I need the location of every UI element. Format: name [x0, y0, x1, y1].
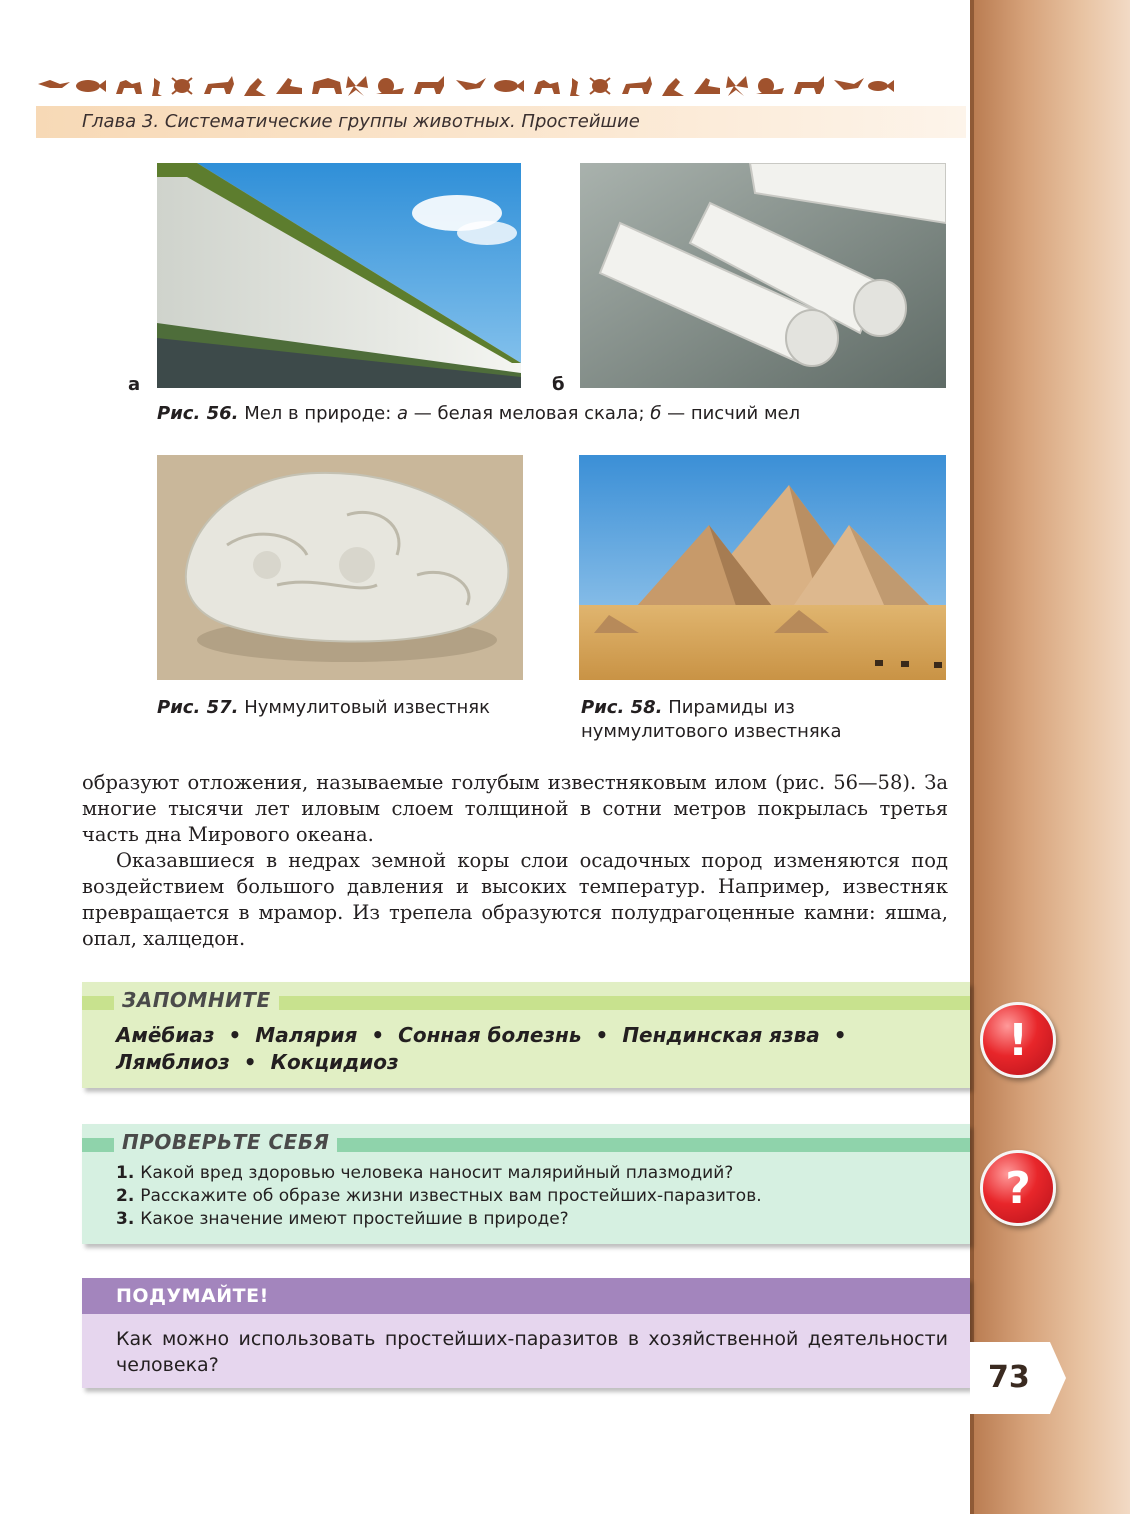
term-separator: • [595, 1023, 609, 1047]
term-item: Пендинская язва [622, 1023, 820, 1047]
fish-icon [494, 80, 524, 92]
exclamation-symbol: ! [1007, 1014, 1029, 1066]
bird-icon [456, 78, 486, 90]
kangaroo-icon [244, 78, 266, 96]
check-yourself-box [82, 1124, 970, 1244]
butterfly-icon [726, 76, 748, 96]
animal-frieze-decoration [36, 70, 906, 100]
question-list [116, 1162, 956, 1231]
term-item: Сонная болезнь [398, 1023, 582, 1047]
fig56-label-b: б [552, 374, 565, 395]
fig56-label-a: а [128, 374, 141, 395]
bird-icon [152, 78, 162, 96]
fig56-caption [157, 402, 947, 426]
fig57-caption-prefix: Рис. 57. [157, 697, 239, 718]
question-text: Расскажите об образе жизни известных вам простейших-паразитов. [140, 1186, 762, 1206]
question-item [116, 1162, 956, 1185]
fig57-caption-text: Нуммулитовый известняк [244, 697, 490, 718]
question-item [116, 1185, 956, 1208]
paragraph-1: образуют отложения, называемые голубым известняковым илом (рис. 56—58). За многие тысячи лет иловым слоем толщиной в сотни метров покрылась третья часть дна Мирового океана. [82, 771, 948, 846]
cat-icon [116, 80, 142, 94]
page-number: 73 [988, 1360, 1030, 1395]
fish-icon [868, 80, 894, 92]
fig58-caption-prefix: Рис. 58. [581, 697, 663, 718]
fig56-caption-a: а [397, 403, 409, 424]
question-symbol: ? [1005, 1162, 1031, 1214]
page-margin-strip [970, 0, 1130, 1514]
term-separator: • [833, 1023, 847, 1047]
question-item [116, 1208, 956, 1231]
bird-icon [834, 78, 864, 90]
fig56-caption-b: б [650, 403, 662, 424]
question-mark-icon [980, 1150, 1056, 1226]
bird-icon [38, 80, 70, 88]
chalk-cliff-photo [157, 163, 521, 388]
pyramids-photo [579, 455, 946, 680]
term-item: Амёбиаз [116, 1023, 215, 1047]
bug-icon [590, 78, 610, 94]
remember-box [82, 982, 970, 1088]
fig56-caption-part2: — белая меловая скала; [413, 403, 645, 424]
kangaroo-icon [662, 78, 684, 96]
fig56-caption-part3: — писчий мел [667, 403, 801, 424]
chapter-header-bar [36, 106, 966, 138]
snail-icon [376, 78, 404, 94]
bison-icon [312, 78, 342, 94]
think-text: Как можно использовать простейших-паразитов в хозяйственной деятельности человека? [116, 1328, 948, 1376]
snail-icon [756, 78, 784, 94]
term-separator: • [243, 1050, 257, 1074]
term-separator: • [371, 1023, 385, 1047]
deer-icon [622, 76, 652, 94]
remember-terms [116, 1022, 916, 1076]
paragraph-2: Оказавшиеся в недрах земной коры слои осадочных пород изменяются под воздействием большого давления и высоких температур. Например, известняк превращается в мрамор. Из трепела образуются полудрагоценные камни: яшма, опал, халцедон. [82, 849, 948, 950]
fig58-caption [581, 696, 961, 744]
fig58-caption-line2: нуммулитового известняка [581, 721, 842, 742]
fig57-caption [157, 696, 537, 720]
rabbit-icon [276, 78, 302, 94]
fig56-caption-part1: Мел в природе: [244, 403, 392, 424]
antelope-icon [794, 76, 824, 94]
think-box [82, 1278, 970, 1388]
chapter-title: Глава 3. Систематические группы животных. Простейшие [82, 111, 640, 132]
fish-icon [76, 80, 106, 92]
question-number: 2. [116, 1186, 135, 1206]
term-item: Малярия [255, 1023, 358, 1047]
term-separator: • [228, 1023, 242, 1047]
check-title: ПРОВЕРЬТЕ СЕБЯ [114, 1130, 337, 1154]
exclamation-icon [980, 1002, 1056, 1078]
term-item: Лямблиоз [116, 1050, 230, 1074]
bug-icon [172, 78, 192, 94]
cat-icon [534, 80, 560, 94]
think-header [82, 1278, 970, 1314]
question-number: 3. [116, 1209, 135, 1229]
remember-title: ЗАПОМНИТЕ [114, 988, 279, 1012]
butterfly-icon [346, 76, 368, 96]
question-text: Какой вред здоровью человека наносит малярийный плазмодий? [140, 1163, 734, 1183]
question-number: 1. [116, 1163, 135, 1183]
rabbit-icon [694, 78, 720, 94]
bird-icon [570, 78, 580, 96]
fig56-caption-prefix: Рис. 56. [157, 403, 239, 424]
chalk-sticks-photo [580, 163, 946, 388]
antelope-icon [414, 76, 444, 94]
main-text [82, 770, 948, 952]
fig58-caption-line1: Пирамиды из [668, 697, 795, 718]
think-title: ПОДУМАЙТЕ! [116, 1285, 269, 1307]
question-text: Какое значение имеют простейшие в природе? [140, 1209, 569, 1229]
nummulitic-limestone-photo [157, 455, 523, 680]
term-item: Кокцидиоз [270, 1050, 399, 1074]
deer-icon [204, 76, 234, 94]
